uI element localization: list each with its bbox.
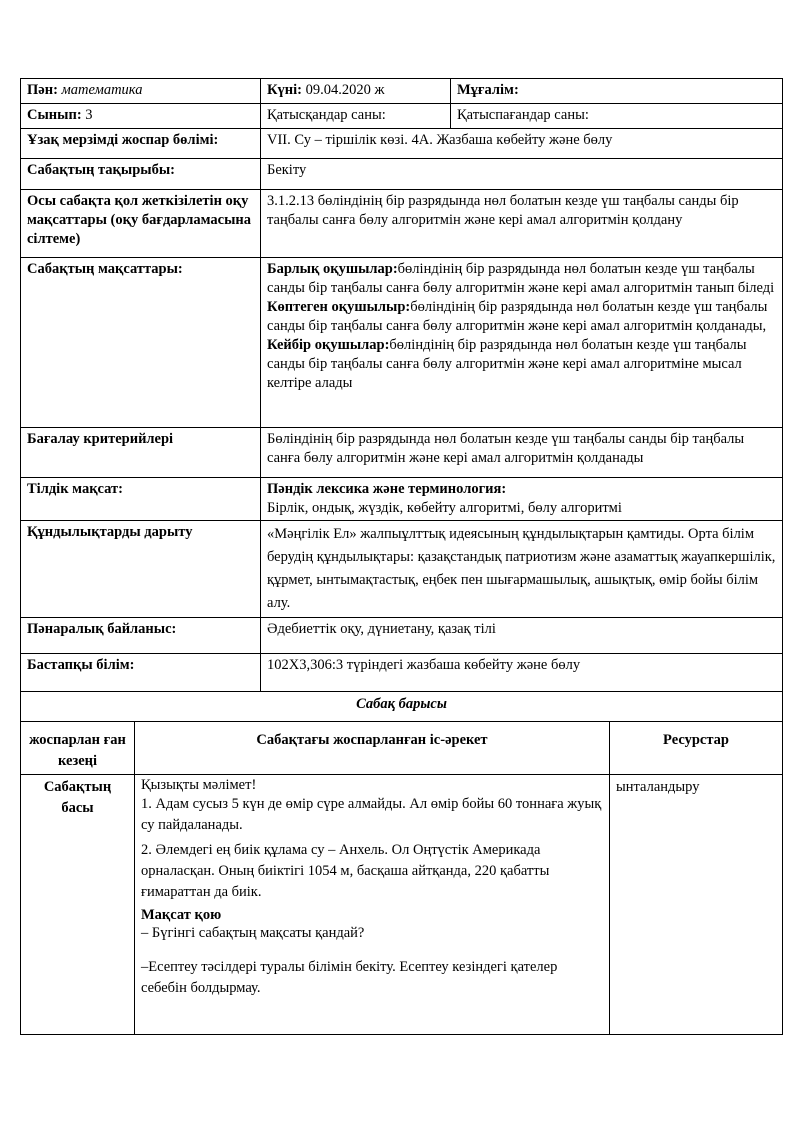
cross-value: Әдебиеттік оқу, дүниетану, қазақ тілі — [261, 618, 783, 654]
class-row — [21, 104, 783, 129]
date-value: 09.04.2020 ж — [305, 82, 385, 98]
goals-row — [21, 258, 783, 428]
topic-label: Сабақтың тақырыбы: — [21, 159, 261, 190]
objectives-label: Осы сабақта қол жеткізілетін оқу мақсаттары (оқу бағдарламасына сілтеме) — [21, 190, 261, 258]
goals-all-label: Барлық оқушылар: — [267, 261, 398, 277]
language-label: Тілдік мақсат: — [21, 478, 261, 521]
goals-many-text: бөліндінің бір разрядында нөл болатын кезде үш таңбалы санды бір таңбалы санға бөлу алгоритмін және кері амал алгоритмін қолданады, — [267, 299, 768, 334]
lesson-plan-header-table — [20, 78, 783, 692]
absent-label: Қатыспағандар саны: — [457, 107, 589, 123]
cross-label: Пәнаралық байланыс: — [21, 618, 261, 654]
fact-1: 1. Адам сусыз 5 күн де өмір сүре алмайды. Ал өмір бойы 60 тоннаға жуық су пайдаланады. — [141, 796, 602, 833]
subject-label: Пән: — [27, 82, 58, 98]
class-cell — [21, 104, 261, 129]
teacher-label: Мұғалім: — [457, 82, 519, 98]
col-activity-header: Сабақтағы жоспарланған іс-әрекет — [135, 722, 610, 775]
subject-row — [21, 79, 783, 104]
goal-answer: –Есептеу тәсілдері туралы білімін бекіту. Есептеу кезіндегі қателер себебін болдырмау. — [141, 959, 558, 996]
section-title: Сабақ барысы — [21, 692, 783, 722]
activity-start-cell — [135, 775, 610, 1035]
goal-heading: Мақсат қою — [141, 907, 222, 923]
date-cell — [261, 79, 451, 104]
cross-row — [21, 618, 783, 654]
values-label: Құндылықтарды дарыту — [21, 521, 261, 618]
goals-all-text: бөліндінің бір разрядында нөл болатын кезде үш таңбалы санды бір таңбалы санға бөлу алгоритмін және кері амал алгоритмін танып біледі — [267, 261, 775, 296]
resource-start: ынталандыру — [610, 775, 783, 1035]
col-stage-header: жоспарлан ған кезеңі — [21, 722, 135, 775]
lesson-flow-table — [20, 691, 783, 1035]
goal-question: – Бүгінгі сабақтың мақсаты қандай? — [141, 925, 365, 941]
objectives-row — [21, 190, 783, 258]
subject-cell — [21, 79, 261, 104]
values-row — [21, 521, 783, 618]
present-label: Қатысқандар саны: — [267, 107, 386, 123]
class-label: Сынып: — [27, 107, 82, 123]
language-row — [21, 478, 783, 521]
topic-row — [21, 159, 783, 190]
goals-label: Сабақтың мақсаттары: — [21, 258, 261, 428]
fact-2: 2. Әлемдегі ең биік құлама су – Анхель. Ол Оңтүстік Америкада орналасқан. Оның биіктігі 1054 м, басқаша айтқанда, 220 қабатты ғимараттан да биік. — [141, 842, 550, 900]
lesson-header-row — [21, 722, 783, 775]
goals-cell — [261, 258, 783, 428]
criteria-value: Бөліндінің бір разрядында нөл болатын кезде үш таңбалы санды бір таңбалы санға бөлу алгоритмін және кері амал алгоритмін қолданады — [261, 428, 783, 478]
fact-title: Қызықты мәлімет! — [141, 777, 257, 793]
goals-some-label: Кейбір оқушылар: — [267, 337, 390, 353]
goals-many-label: Көптеген оқушылыр: — [267, 299, 411, 315]
col-resources-header: Ресурстар — [610, 722, 783, 775]
language-value: Бірлік, ондық, жүздік, көбейту алгоритмі, бөлу алгоритмі — [267, 500, 622, 516]
long-term-row — [21, 129, 783, 159]
stage-start: Сабақтың басы — [21, 775, 135, 1035]
class-value: 3 — [85, 107, 93, 123]
goals-some-text: бөліндінің бір разрядында нөл болатын кезде үш таңбалы санды бір таңбалы санға бөлу алгоритмін және кері амал алгоритміне мысал келтіре алады — [267, 337, 747, 391]
values-value: «Мәңгілік Ел» жалпыұлттық идеясының құндылықтарын қамтиды. Орта білім берудің құндылықтары: қазақстандық патриотизм және азаматтық жауапкершілік, құрмет, ынтымақтастық, еңбек пен шығармашылық, ашықтық, өмір бойы білім алу. — [261, 521, 783, 618]
criteria-row — [21, 428, 783, 478]
absent-cell — [451, 104, 783, 129]
lesson-start-row — [21, 775, 783, 1035]
prior-row — [21, 654, 783, 692]
long-term-label: Ұзақ мерзімді жоспар бөлімі: — [21, 129, 261, 159]
prior-value: 102Х3,306:3 түріндегі жазбаша көбейту және бөлу — [261, 654, 783, 692]
present-cell — [261, 104, 451, 129]
date-label: Күні: — [267, 82, 302, 98]
topic-value: Бекіту — [261, 159, 783, 190]
language-heading: Пәндік лексика және терминология: — [267, 481, 507, 497]
lesson-plan-page — [20, 78, 782, 1035]
section-title-row — [21, 692, 783, 722]
criteria-label: Бағалау критерийлері — [21, 428, 261, 478]
subject-value: математика — [61, 82, 143, 98]
long-term-value: VII. Су – тіршілік көзі. 4А. Жазбаша көбейту және бөлу — [261, 129, 783, 159]
teacher-cell — [451, 79, 783, 104]
objectives-value: 3.1.2.13 бөліндінің бір разрядында нөл болатын кезде үш таңбалы санды бір таңбалы санға бөлу алгоритмін және кері амал алгоритмін қолдану — [261, 190, 783, 258]
language-cell — [261, 478, 783, 521]
prior-label: Бастапқы білім: — [21, 654, 261, 692]
